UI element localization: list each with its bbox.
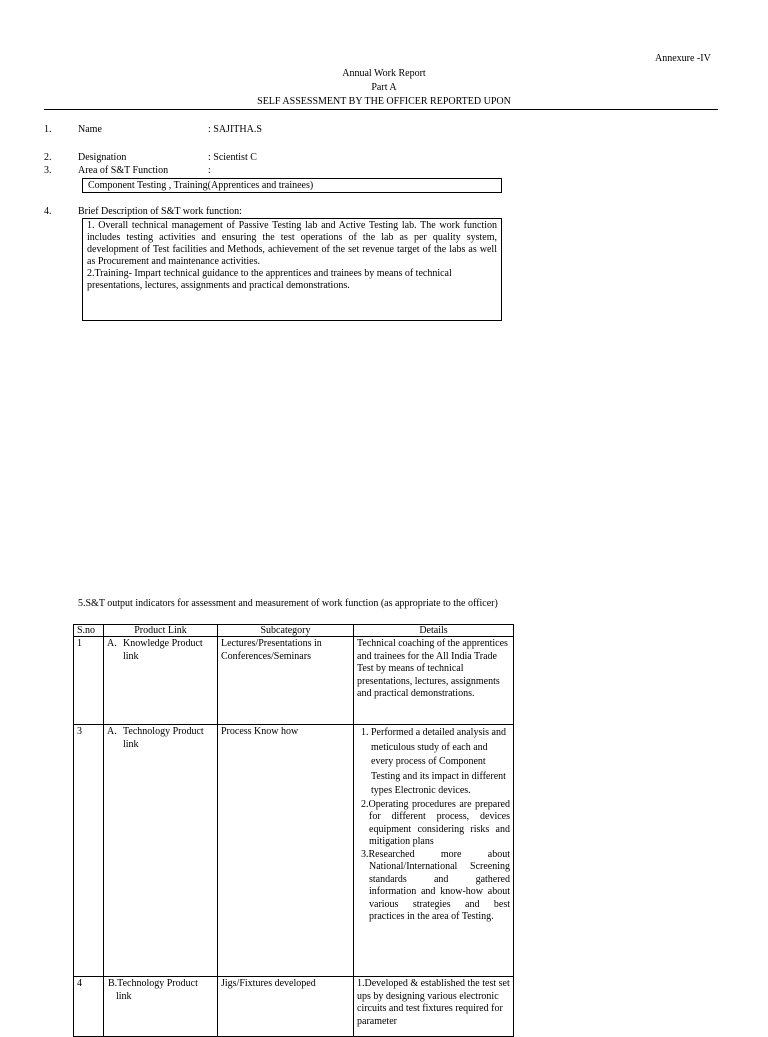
name-label: Name	[78, 124, 102, 135]
product-cell	[104, 637, 218, 725]
subcategory-cell: Lectures/Presentations in Conferences/Seminars	[218, 637, 354, 725]
field-number: 1.	[44, 124, 52, 135]
details-cell: Technical coaching of the apprentices and trainees for the All India Trade Test by means of technical presentations, lectures, assignments and practical demonstrations.	[354, 637, 514, 725]
area-box	[82, 178, 502, 193]
brief-label: Brief Description of S&T work function:	[78, 206, 242, 217]
output-indicators-table	[73, 624, 514, 1037]
section5-heading: 5.S&T output indicators for assessment and measurement of work function (as appropriate to the officer)	[78, 598, 498, 609]
designation-label: Designation	[78, 152, 127, 163]
product-cell	[104, 725, 218, 977]
product-marker: A.	[107, 726, 117, 737]
brief-paragraph-1: 1. Overall technical management of Passive Testing lab and Active Testing lab. The work function includes testing activities and ensuring the test operations of the lab as per quality system, development of Test facilities and Methods, achievement of the set revenue target of the labs as well as Procurement and maintenance activities.	[87, 220, 497, 267]
column-header: Details	[354, 625, 514, 637]
report-part: Part A	[371, 82, 397, 93]
report-subtitle: SELF ASSESSMENT BY THE OFFICER REPORTED UPON	[257, 96, 511, 107]
area-value: Component Testing , Training(Apprentices and trainees)	[88, 180, 314, 191]
field-number: 2.	[44, 152, 52, 163]
details-item-1: 1. Performed a detailed analysis and meticulous study of each and every process of Component Testing and its impact in different types Electronic devices.	[361, 727, 506, 796]
designation-value: : Scientist C	[208, 152, 257, 163]
sno-cell: 4	[74, 977, 104, 1037]
details-item-3: 3.Researched more about National/International Screening standards and gathered information and know-how about various strategies and best practices in the area of Testing.	[361, 848, 510, 922]
product-marker: A.	[107, 638, 117, 649]
table-row	[74, 725, 514, 977]
report-title: Annual Work Report	[342, 68, 426, 79]
column-header: Subcategory	[218, 625, 354, 637]
brief-description-box	[82, 218, 502, 321]
brief-paragraph-2: 2.Training- Impart technical guidance to the apprentices and trainees by means of technical presentations, lectures, assignments and practical demonstrations.	[87, 268, 452, 291]
subcategory-cell: Process Know how	[218, 725, 354, 977]
sno-cell: 3	[74, 725, 104, 977]
field-number: 4.	[44, 206, 52, 217]
details-item-2: 2.Operating procedures are prepared for different process, devices equipment considering risks and mitigation plans	[361, 798, 510, 847]
column-header: Product Link	[104, 625, 218, 637]
details-cell	[354, 725, 514, 977]
column-header: S.no	[74, 625, 104, 637]
product-text: Technology Product link	[123, 726, 204, 750]
product-cell: B.Technology Product link	[104, 977, 218, 1037]
subcategory-cell: Jigs/Fixtures developed	[218, 977, 354, 1037]
details-cell: 1.Developed & established the test set ups by designing various electronic circuits and test fixtures required for parameter	[354, 977, 514, 1037]
table-row	[74, 977, 514, 1037]
sno-cell: 1	[74, 637, 104, 725]
annexure-label: Annexure -IV	[655, 53, 711, 64]
product-text: Knowledge Product link	[123, 638, 203, 662]
name-value: : SAJITHA.S	[208, 124, 262, 135]
table-header-row	[74, 625, 514, 637]
area-label: Area of S&T Function	[78, 165, 169, 176]
header-divider	[44, 109, 718, 110]
table-row	[74, 637, 514, 725]
field-number: 3.	[44, 165, 52, 176]
area-colon: :	[208, 165, 211, 176]
